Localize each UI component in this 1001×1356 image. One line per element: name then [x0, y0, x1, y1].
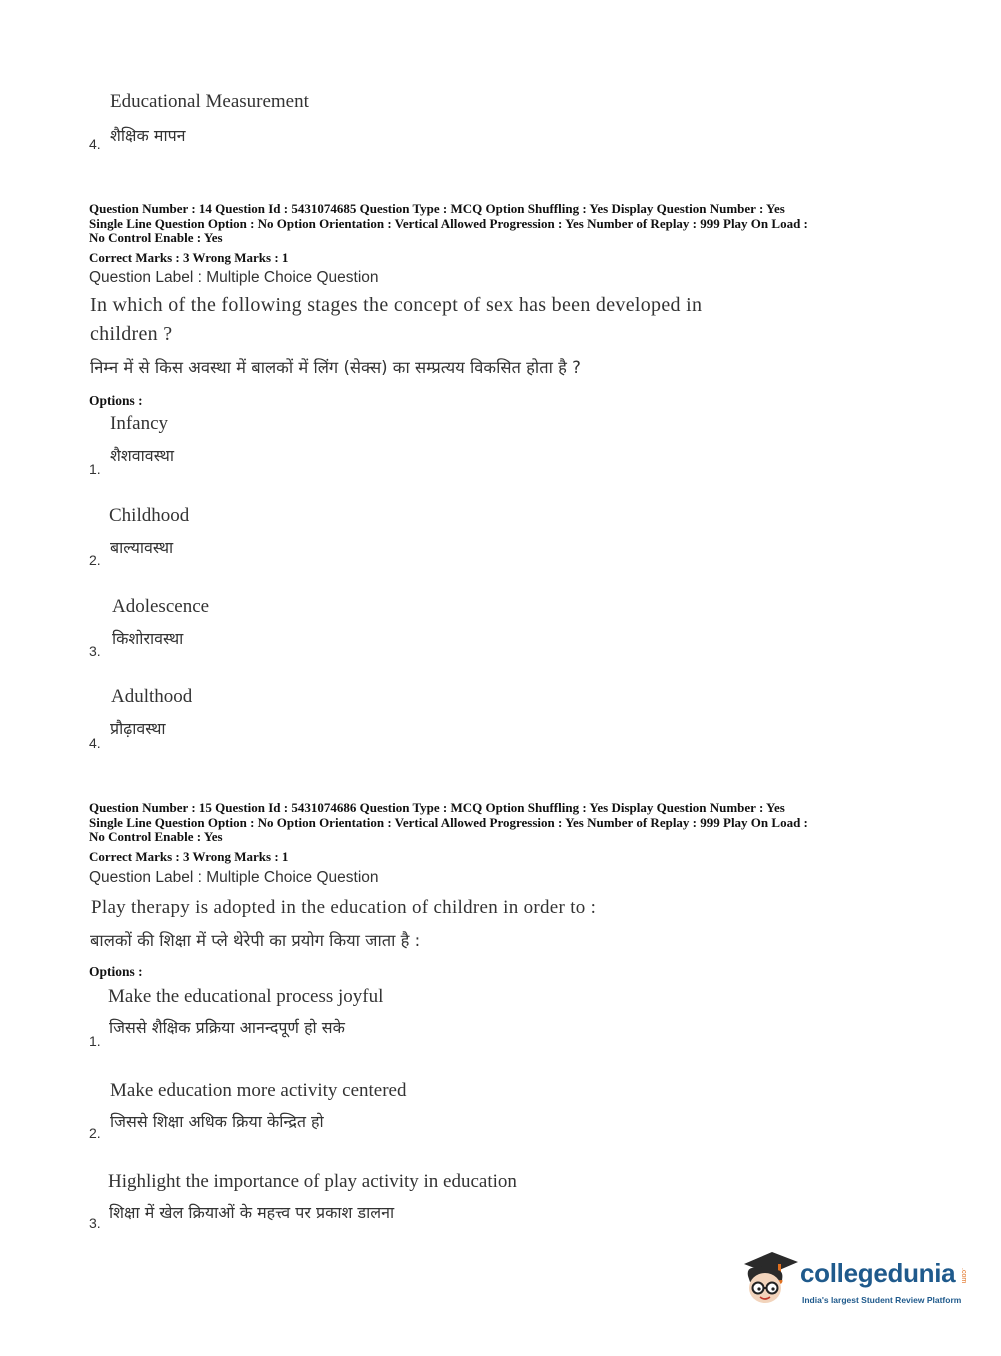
q15-option-1-hi: जिससे शैक्षिक प्रक्रिया आनन्दपूर्ण हो सके: [109, 1018, 345, 1037]
q14-option-3-number: 3.: [89, 643, 101, 659]
q14-option-1-hi: शैशवावस्था: [110, 446, 174, 465]
q15-option-1-en: Make the educational process joyful: [108, 986, 384, 1007]
q15-option-2-en: Make education more activity centered: [110, 1080, 407, 1101]
q14-option-4-hi: प्रौढ़ावस्था: [110, 719, 166, 738]
q14-option-1-number: 1.: [89, 461, 101, 477]
prev-option-en: Educational Measurement: [110, 91, 309, 112]
logo-wordmark: collegedunia: [800, 1258, 956, 1288]
q14-option-3-en: Adolescence: [112, 596, 210, 617]
q15-meta-line1: Question Number : 15 Question Id : 5431074686 Question Type : MCQ Option Shuffling : Yes Display Question Number : Yes: [89, 800, 785, 815]
q14-question-text-line2: children ?: [90, 323, 173, 345]
prev-option-number: 4.: [89, 136, 101, 152]
q15-option-2-number: 2.: [89, 1125, 101, 1141]
logo-tagline: India's largest Student Review Platform: [802, 1295, 962, 1305]
q15-question-text-hi: बालकों की शिक्षा में प्ले थेरेपी का प्रयोग किया जाता है :: [90, 931, 421, 950]
q14-marks: Correct Marks : 3 Wrong Marks : 1: [89, 250, 289, 265]
q15-option-3-number: 3.: [89, 1215, 101, 1231]
q15-question-label: Question Label : Multiple Choice Question: [89, 869, 379, 886]
prev-option-hi: शैक्षिक मापन: [110, 126, 186, 145]
q14-question-text-line1: In which of the following stages the concept of sex has been developed in: [90, 294, 703, 316]
q14-question-label: Question Label : Multiple Choice Question: [89, 269, 379, 286]
q14-options-heading: Options :: [89, 393, 143, 408]
q15-meta: [89, 801, 919, 845]
logo-com-suffix: .com: [960, 1268, 967, 1284]
q14-option-4-en: Adulthood: [111, 686, 193, 707]
q14-option-1-en: Infancy: [110, 413, 169, 434]
q15-options-heading: Options :: [89, 964, 143, 979]
q14-option-4-number: 4.: [89, 735, 101, 751]
q14-option-2-hi: बाल्यावस्था: [110, 538, 174, 557]
q15-option-3-en: Highlight the importance of play activity in education: [108, 1171, 517, 1192]
q14-meta: [89, 202, 919, 246]
q15-option-3-hi: शिक्षा में खेल क्रियाओं के महत्त्व पर प्रकाश डालना: [109, 1203, 395, 1222]
q14-option-2-number: 2.: [89, 552, 101, 568]
q15-marks: Correct Marks : 3 Wrong Marks : 1: [89, 849, 289, 864]
q14-question-text-hi: निम्न में से किस अवस्था में बालकों में लिंग (सेक्स) का सम्प्रत्यय विकसित होता है ?: [90, 358, 581, 377]
q14-meta-line3: No Control Enable : Yes: [89, 230, 223, 245]
q15-option-2-hi: जिससे शिक्षा अधिक क्रिया केन्द्रित हो: [110, 1112, 324, 1131]
mascot-graduate-icon: [738, 1248, 800, 1312]
q15-meta-line3: No Control Enable : Yes: [89, 829, 223, 844]
q15-option-1-number: 1.: [89, 1033, 101, 1049]
collegedunia-logo: [738, 1248, 978, 1318]
q14-meta-line2: Single Line Question Option : No Option Orientation : Vertical Allowed Progression : Yes Number of Replay : 999 Play On Load :: [89, 215, 808, 231]
q14-option-2-en: Childhood: [109, 505, 190, 526]
q15-question-text: Play therapy is adopted in the education of children in order to :: [91, 897, 597, 918]
q14-option-3-hi: किशोरावस्था: [112, 629, 184, 648]
q14-meta-line1: Question Number : 14 Question Id : 5431074685 Question Type : MCQ Option Shuffling : Yes Display Question Number : Yes: [89, 201, 785, 216]
q15-meta-line2: Single Line Question Option : No Option Orientation : Vertical Allowed Progression : Yes Number of Replay : 999 Play On Load :: [89, 814, 808, 830]
